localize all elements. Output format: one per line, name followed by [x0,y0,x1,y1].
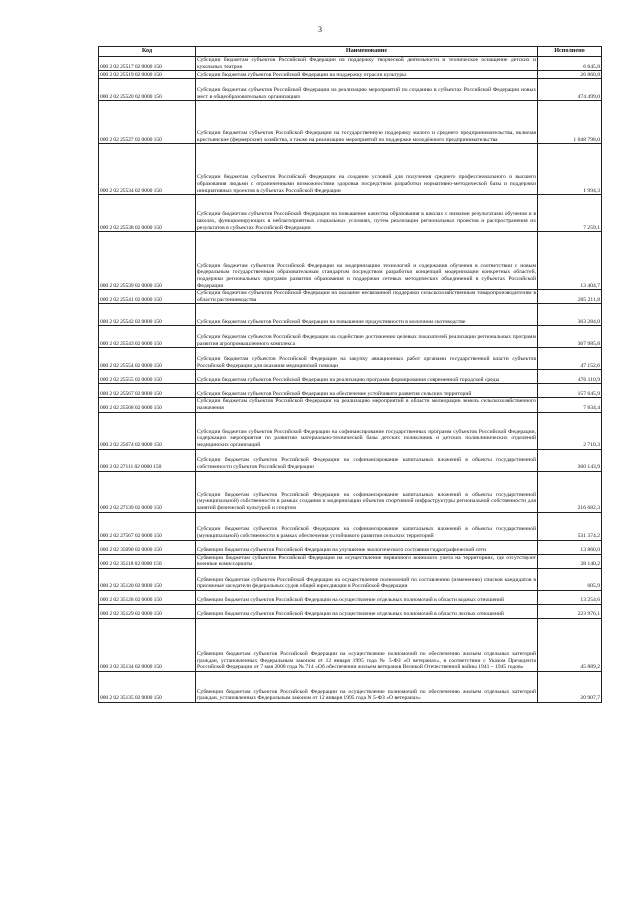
row-value: 26 860,8 [538,71,602,79]
table-row [99,590,602,604]
row-value: 7 259,1 [538,195,602,232]
header-value: Исполнено [538,47,602,57]
table-row [99,554,602,568]
table-header-row [99,47,602,57]
table-row [99,101,602,144]
table-row [99,604,602,618]
row-code: 000 2 02 25542 02 0000 150 [99,304,196,326]
table-body [99,57,602,703]
table-row [99,232,602,290]
row-name: Субсидии бюджетам субъектов Российской Федерации на обеспечение устойчивого развития сельских территорий [196,384,538,398]
table-row [99,79,602,101]
row-name: Субвенции бюджетам субъектов Российской Федерации на осуществление первичного воинского учета на территориях, где отсутствуют военные комиссариаты [197,554,536,568]
row-name: Субсидии бюджетам субъектов Российской Федерации на софинансирование капитальных вложений в объекты государственной собственности субъектов Российской Федерации [196,449,538,471]
row-code: 000 2 02 25555 02 0000 150 [99,370,196,384]
row-name: Субсидии бюджетам субъектов Российской Федерации на оказание несвязанной поддержки сельскохозяйственным товаропроизводителям в области растениеводства [197,290,536,303]
row-value: 223 976,1 [538,604,602,618]
row-code: 000 2 02 25538 02 0000 150 [99,195,196,232]
row-code: 000 2 02 35090 02 0000 150 [99,540,196,554]
row-name: Субсидии бюджетам субъектов Российской Федерации на закупку авиационных работ органами государственной власти субъектов Российской Федерации для оказания медицинской помощи [196,348,538,370]
row-code: 000 2 02 25568 02 0000 150 [99,398,196,412]
row-name: Субсидии бюджетам субъектов Российской Федерации на софинансирование капитальных вложений в объекты государственной (муниципальной) собственности в рамках обеспечения устойчивого развития сельских территорий [196,512,538,540]
row-code: 000 2 02 25567 02 0000 150 [99,384,196,398]
budget-table [98,46,602,703]
row-value: 476 110,9 [538,370,602,384]
row-value: 367 985,8 [538,326,602,348]
row-name: Субсидии бюджетам субъектов Российской Федерации на софинансирование капитальных вложений в объекты государственной (муниципальной) собственности в рамках создания и модернизации объектов спортивной инфраструктуры региональной собственности для занятий физической культурой и спортом [196,471,538,512]
table-row [99,57,602,71]
row-code: 000 2 02 35135 02 0000 150 [99,671,196,702]
row-value: 7 834,4 [538,398,602,412]
row-name: Субсидии бюджетам субъектов Российской Федерации на софинансирование государственных программ субъектов Российской Федерации, содержащих мероприятия по развитию материально-технической базы детских поликлиник и детских поликлинических отделений медицинских организаций [196,412,538,449]
row-code: 000 2 02 35120 02 0000 150 [99,568,196,590]
table-row [99,304,602,326]
row-name: Субсидии бюджетам субъектов Российской Федерации на реализацию программ формирования современной городской среды [196,370,538,384]
row-value: 13 860,0 [538,540,602,554]
row-value: 2 710,3 [538,412,602,449]
table-row [99,540,602,554]
row-code: 000 2 02 27567 02 0000 150 [99,512,196,540]
row-value: 531 374,2 [538,512,602,540]
row-value: 6 645,8 [538,57,602,71]
row-value: 360 143,9 [538,449,602,471]
row-name: Субсидии бюджетам субъектов Российской Федерации на содействие достижению целевых показателей реализации региональных программ развития агропромышленного комплекса [196,326,538,348]
row-value: 47 152,6 [538,348,602,370]
row-code: 000 2 02 27139 02 0000 150 [99,471,196,512]
row-code: 000 2 02 35129 02 0000 150 [99,604,196,618]
row-name: Субсидии бюджетам субъектов Российской Федерации на реализацию мероприятий по созданию в субъектах Российской Федерации новых мест в общеобразовательных организациях [196,79,538,101]
row-name: Субсидии бюджетам субъектов Российской Федерации на реализацию мероприятий в области мелиорации земель сельскохозяйственного назначения [197,398,536,411]
row-name: Субвенции бюджетам субъектов Российской Федерации на осуществление полномочий по обеспечению жильем отдельных категорий граждан, установленных Федеральным законом от 12 января 1995 года N 5-ФЗ «О ветеранах» [196,671,538,702]
row-value: 13 404,7 [538,232,602,290]
table-row [99,671,602,702]
row-name: Субвенции бюджетам субъектов Российской Федерации на осуществление полномочий по составлению (изменению) списков кандидатов в присяжные заседатели федеральных судов общей юрисдикции в Российской Федерации [196,568,538,590]
row-value: 216 682,3 [538,471,602,512]
row-value: 1 994,3 [538,144,602,195]
table-row [99,71,602,79]
row-code: 000 2 02 25527 02 0000 150 [99,101,196,144]
row-value: 157 645,9 [538,384,602,398]
table-row [99,370,602,384]
page-number: 3 [318,25,322,34]
row-name: Субсидии бюджетам субъектов Российской Федерации на создание условий для получения среднего профессионального и высшего образования людьми с ограниченными возможностями здоровья посредством разработки нормативно-методической базы и поддержки инициативных проектов в субъектах Российской Федерации [196,144,538,195]
row-code: 000 2 02 35134 02 0000 150 [99,618,196,671]
row-name: Субвенции бюджетам субъектов Российской Федерации на улучшение экологического состояния гидрографической сети [196,540,538,554]
row-name: Субвенции бюджетам субъектов Российской Федерации на осуществление полномочий по обеспечению жильем отдельных категорий граждан, установленных Федеральным законом от 12 января 1995 года № 5-ФЗ «О ветеранах», в соответствии с Указом Президента Российской Федерации от 7 мая 2008 года № 714 «Об обеспечении жильем ветеранов Великой Отечественной войны 1941 – 1945 годов» [196,618,538,671]
row-name: Субвенции бюджетам субъектов Российской Федерации на осуществление отдельных полномочий в области водных отношений [196,590,538,604]
row-name: Субсидии бюджетам субъектов Российской Федерации на повышение продуктивности в молочном скотоводстве [196,304,538,326]
header-code: Код [99,47,196,57]
row-value: 20 907,7 [538,671,602,702]
row-code: 000 2 02 25534 02 0000 150 [99,144,196,195]
row-value: 38 140,2 [538,554,602,568]
row-code: 000 2 02 35128 02 0000 150 [99,590,196,604]
table-row [99,512,602,540]
table-row [99,290,602,304]
table-row [99,449,602,471]
row-value: 605,9 [538,568,602,590]
row-name: Субвенции бюджетам субъектов Российской Федерации на осуществление отдельных полномочий в области лесных отношений [196,604,538,618]
row-name: Субсидии бюджетам субъектов Российской Федерации на государственную поддержку малого и среднего предпринимательства, включая крестьянские (фермерские) хозяйства, а также на реализацию мероприятий по поддержке молодёжного предпринимательства [196,101,538,144]
row-code: 000 2 02 25541 02 0000 150 [99,290,196,304]
table-row [99,618,602,671]
row-code: 000 2 02 25674 02 0000 150 [99,412,196,449]
row-value: 205 211,8 [538,290,602,304]
row-code: 000 2 02 25519 02 0000 150 [99,71,196,79]
table-row [99,348,602,370]
row-value: 363 284,0 [538,304,602,326]
table-row [99,471,602,512]
row-name: Субсидии бюджетам субъектов Российской Федерации на повышение качества образования в школах с низкими результатами обучения и в школах, функционирующих в неблагоприятных социальных условиях, путем реализации региональных проектов и распространения их результатов в субъектах Российской Федерации [196,195,538,232]
row-name: Субсидии бюджетам субъектов Российской Федерации на поддержку отрасли культуры [196,71,538,79]
table-row [99,195,602,232]
row-code: 000 2 02 25520 02 0000 150 [99,79,196,101]
row-value: 13 254,6 [538,590,602,604]
row-code: 000 2 02 35118 02 0000 150 [99,554,196,568]
row-code: 000 2 02 25554 02 0000 150 [99,348,196,370]
header-name: Наименование [196,47,538,57]
row-code: 000 2 02 25517 02 0000 150 [99,57,196,71]
table-row [99,144,602,195]
row-name: Субсидии бюджетам субъектов Российской Федерации на поддержку творческой деятельности и техническое оснащение детских и кукольных театров [197,57,536,70]
row-code: 000 2 02 27111 02 0000 150 [99,449,196,471]
table-row [99,412,602,449]
row-name: Субсидии бюджетам субъектов Российской Федерации на модернизацию технологий и содержания обучения в соответствии с новым федеральным государственным образовательным стандартом посредством разработки концепций модернизации конкретных областей, поддержки региональных программ развития образования и поддержки сетевых методических объединений в субъектах Российской Федерации [196,232,538,290]
row-code: 000 2 02 25543 02 0000 150 [99,326,196,348]
row-value: 474 499,0 [538,79,602,101]
row-value: 1 048 798,0 [538,101,602,144]
table-row [99,398,602,412]
table-row [99,568,602,590]
row-value: 45 889,2 [538,618,602,671]
row-code: 000 2 02 25539 02 0000 150 [99,232,196,290]
table-row [99,326,602,348]
table-row [99,384,602,398]
